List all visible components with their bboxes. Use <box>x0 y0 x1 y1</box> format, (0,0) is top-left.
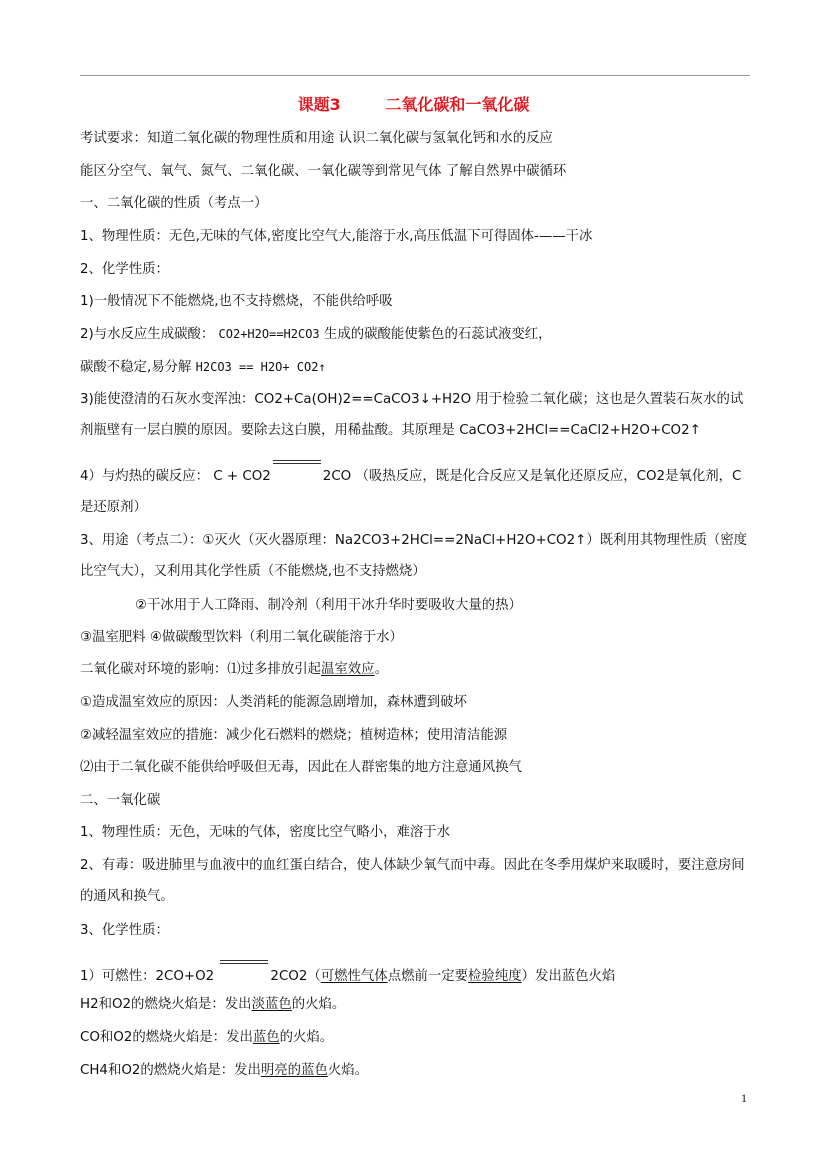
text-segment: 2CO （吸热反应，既是化合反应又是氧化还原反应，CO2是氧化剂，C是还原剂） <box>80 469 742 515</box>
text-segment: 4）与灼热的碳反应： C + CO2 <box>80 469 271 484</box>
exam-requirements-line-1: 考试要求：知道二氧化碳的物理性质和用途 认识二氧化碳与氢氧化钙和水的反应 <box>80 131 553 146</box>
text-segment: CO和O2的燃烧火焰是：发出 <box>80 1030 253 1045</box>
text-segment: 1）可燃性：2CO+O2 <box>80 969 219 984</box>
co2-property-1: 1)一般情况下不能燃烧,也不支持燃烧，不能供给呼吸 <box>80 294 393 309</box>
text-segment: 的火焰。 <box>291 997 346 1012</box>
co2-uses: 3、用途（考点二）：①灭火（灭火器原理：Na2CO3+2HCl==2NaCl+H2O+CO2↑）既利用其物理性质（密度比空气大），又利用其化学性质（不能燃烧,也不支持燃烧） <box>80 533 748 579</box>
co2-environment-impact <box>80 661 388 679</box>
ch4-flame-color <box>80 1062 368 1080</box>
underlined-term: 蓝色 <box>252 1030 280 1045</box>
co-physical-properties: 1、物理性质：无色，无味的气体，密度比空气略小，难溶于水 <box>80 825 451 840</box>
co-toxicity: 2、有毒：吸进肺里与血液中的血红蛋白结合，使人体缺少氧气而中毒。因此在冬季用煤炉来取暖时，要注意房间的通风和换气。 <box>80 858 745 904</box>
text-segment: 2CO2（ <box>270 969 321 984</box>
h2-flame-color <box>80 996 345 1014</box>
section-heading-co: 二、一氧化碳 <box>80 793 161 808</box>
formula: H2CO3 == H2O+ CO2↑ <box>195 360 326 374</box>
co2-use-fertilizer-drinks: ③温室肥料 ④做碳酸型饮料（利用二氧化碳能溶于水） <box>80 630 403 645</box>
co2-chemical-properties-heading: 2、化学性质： <box>80 262 169 277</box>
co2-physical-properties: 1、物理性质：无色,无味的气体,密度比空气大,能溶于水,高压低温下可得固体-——干冰 <box>80 229 593 244</box>
co2-property-2 <box>80 325 552 344</box>
text-segment: ）发出蓝色火焰 <box>521 969 616 984</box>
text-segment: 火焰。 <box>327 1063 369 1078</box>
co2-property-4 <box>80 461 752 523</box>
co-flame-color <box>80 1029 333 1047</box>
greenhouse-cause: ①造成温室效应的原因：人类消耗的能源急剧增加，森林遭到破坏 <box>80 695 467 710</box>
co2-ventilation-note: ⑵由于二氧化碳不能供给呼吸但无毒，因此在人群密集的地方注意通风换气 <box>80 760 522 775</box>
section-heading-co2: 一、二氧化碳的性质（考点一） <box>80 196 268 211</box>
text-segment: 生成的碳酸能使紫色的石蕊试液变红， <box>319 327 552 342</box>
co-flammability <box>80 966 615 986</box>
page-number: 1 <box>741 1091 747 1105</box>
text-segment: 的火焰。 <box>279 1030 334 1045</box>
reaction-condition-sign <box>273 466 321 478</box>
underlined-term: 温室效应 <box>321 662 375 677</box>
underlined-term: 明亮的蓝色 <box>260 1063 328 1078</box>
co2-property-3: 3)能使澄清的石灰水变浑浊：CO2+Ca(OH)2==CaCO3↓+H2O 用于检验二氧化碳；这也是久置装石灰水的试剂瓶壁有一层白膜的原因。要除去这白膜，用稀盐酸。其原理是 CaCO3+2HCl==CaCl2+H2O+CO2↑ <box>80 392 744 438</box>
text-segment: H2和O2的燃烧火焰是：发出 <box>80 997 252 1012</box>
underlined-term: 可燃性气体 <box>320 969 388 984</box>
text-segment: CH4和O2的燃烧火焰是：发出 <box>80 1063 261 1078</box>
text-segment: 碳酸不稳定,易分解 <box>80 360 196 375</box>
formula: CO2+H2O==H2CO3 <box>218 327 320 341</box>
text-segment: 点燃前一定要 <box>387 969 469 984</box>
co-chemical-properties-heading: 3、化学性质： <box>80 923 169 938</box>
co2-use-dry-ice: ②干冰用于人工降雨、制冷剂（利用干冰升华时要吸收大量的热） <box>135 598 522 613</box>
header-rule <box>80 75 750 76</box>
text-segment: 二氧化碳对环境的影响：⑴过多排放引起 <box>80 662 322 677</box>
text-segment: 。 <box>374 662 388 677</box>
underlined-term: 淡蓝色 <box>251 997 292 1012</box>
greenhouse-measures: ②减轻温室效应的措施：减少化石燃料的燃烧；植树造林；使用清洁能源 <box>80 728 508 743</box>
exam-requirements-line-2: 能区分空气、氧气、氮气、二氧化碳、一氧化碳等到常见气体 了解自然界中碳循环 <box>80 164 567 179</box>
text-segment: 2)与水反应生成碳酸： <box>80 327 219 342</box>
reaction-condition-sign <box>220 966 268 978</box>
carbonic-acid-decomposition <box>80 358 326 377</box>
page-title: 课题3 二氧化碳和一氧化碳 <box>297 95 530 114</box>
underlined-term: 检验纯度 <box>468 969 522 984</box>
